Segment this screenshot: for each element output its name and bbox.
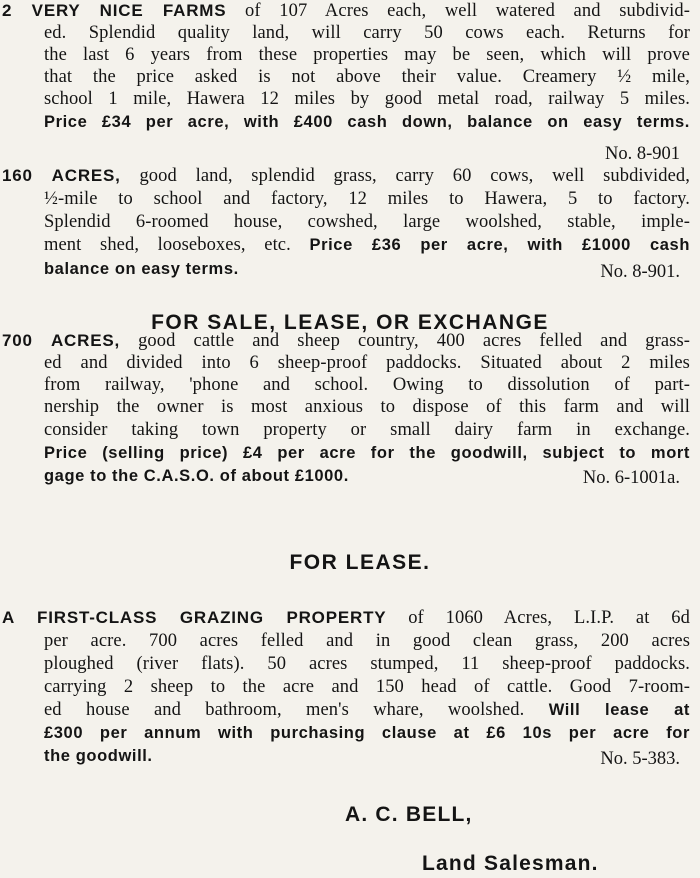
listing-line: ½-mile to school and factory, 12 miles to Hawera, 5 to factory.: [44, 189, 690, 209]
price-line: Price (selling price) £4 per acre for the goodwill, subject to mort: [44, 444, 690, 462]
price-line: gage to the C.A.S.O. of about £1000.: [44, 467, 349, 485]
price-line: Price £34 per acre, with £400 cash down, balance on easy terms.: [44, 113, 690, 131]
price-text: Will lease at: [548, 701, 690, 719]
price-text: Price £36 per acre, with £1000 cash: [309, 236, 690, 254]
listing-line: school 1 mile, Hawera 12 miles by good metal road, railway 5 miles.: [44, 89, 690, 109]
price-line: £300 per annum with purchasing clause at £6 10s per acre for: [44, 724, 690, 742]
listing-line: carrying 2 sheep to the acre and 150 head of cattle. Good 7-room-: [44, 677, 690, 697]
section-heading-for-lease: FOR LEASE.: [289, 551, 431, 574]
listing-line: the last 6 years from these properties may be seen, which will prove: [44, 45, 690, 65]
listing-lead: 700 ACRES,: [2, 331, 121, 350]
reference-number: No. 8-901: [604, 144, 680, 164]
agent-title: Land Salesman.: [422, 852, 599, 875]
section-heading-sale-lease-exchange: FOR SALE, LEASE, OR EXCHANGE: [151, 311, 549, 334]
listing-lead: A FIRST-CLASS GRAZING PROPERTY: [2, 608, 387, 627]
listing-lead: 2 VERY NICE FARMS: [2, 1, 227, 20]
listing-mixed-line: ment shed, looseboxes, etc. Price £36 per acre, with £1000 cash: [44, 235, 690, 255]
listing-line: from railway, 'phone and school. Owing to dissolution of part-: [44, 375, 690, 395]
listing-first-line: 2 VERY NICE FARMS of 107 Acres each, well watered and subdivid-: [2, 1, 690, 21]
reference-number: No. 5-383.: [600, 749, 680, 769]
listing-line: consider taking town property or small dairy farm in exchange.: [44, 420, 690, 440]
listing-first-line: 160 ACRES, good land, splendid grass, carry 60 cows, well subdivided,: [2, 166, 690, 186]
listing-line: that the price asked is not above their value. Creamery ½ mile,: [44, 67, 690, 87]
reference-number: No. 8-901.: [600, 262, 680, 282]
listing-line: ed. Splendid quality land, will carry 50 cows each. Returns for: [44, 23, 690, 43]
listing-lead: 160 ACRES,: [2, 166, 121, 185]
listing-line: ed and divided into 6 sheep-proof paddocks. Situated about 2 miles: [44, 353, 690, 373]
listing-first-line: A FIRST-CLASS GRAZING PROPERTY of 1060 Acres, L.I.P. at 6d: [2, 608, 690, 628]
listing-mixed-line: ed house and bathroom, men's whare, woolshed. Will lease at: [44, 700, 690, 720]
listing-line: nership the owner is most anxious to dispose of this farm and will: [44, 397, 690, 417]
reference-number: No. 6-1001a.: [582, 468, 680, 488]
price-line: the goodwill.: [44, 747, 153, 765]
price-line: balance on easy terms.: [44, 260, 239, 278]
listing-line: ploughed (river flats). 50 acres stumped, 11 sheep-proof paddocks.: [44, 654, 690, 674]
listing-line: per acre. 700 acres felled and in good clean grass, 200 acres: [44, 631, 690, 651]
listing-first-line: 700 ACRES, good cattle and sheep country, 400 acres felled and grass-: [2, 331, 690, 351]
listing-line: Splendid 6-roomed house, cowshed, large woolshed, stable, imple-: [44, 212, 690, 232]
agent-name: A. C. BELL,: [345, 803, 473, 826]
